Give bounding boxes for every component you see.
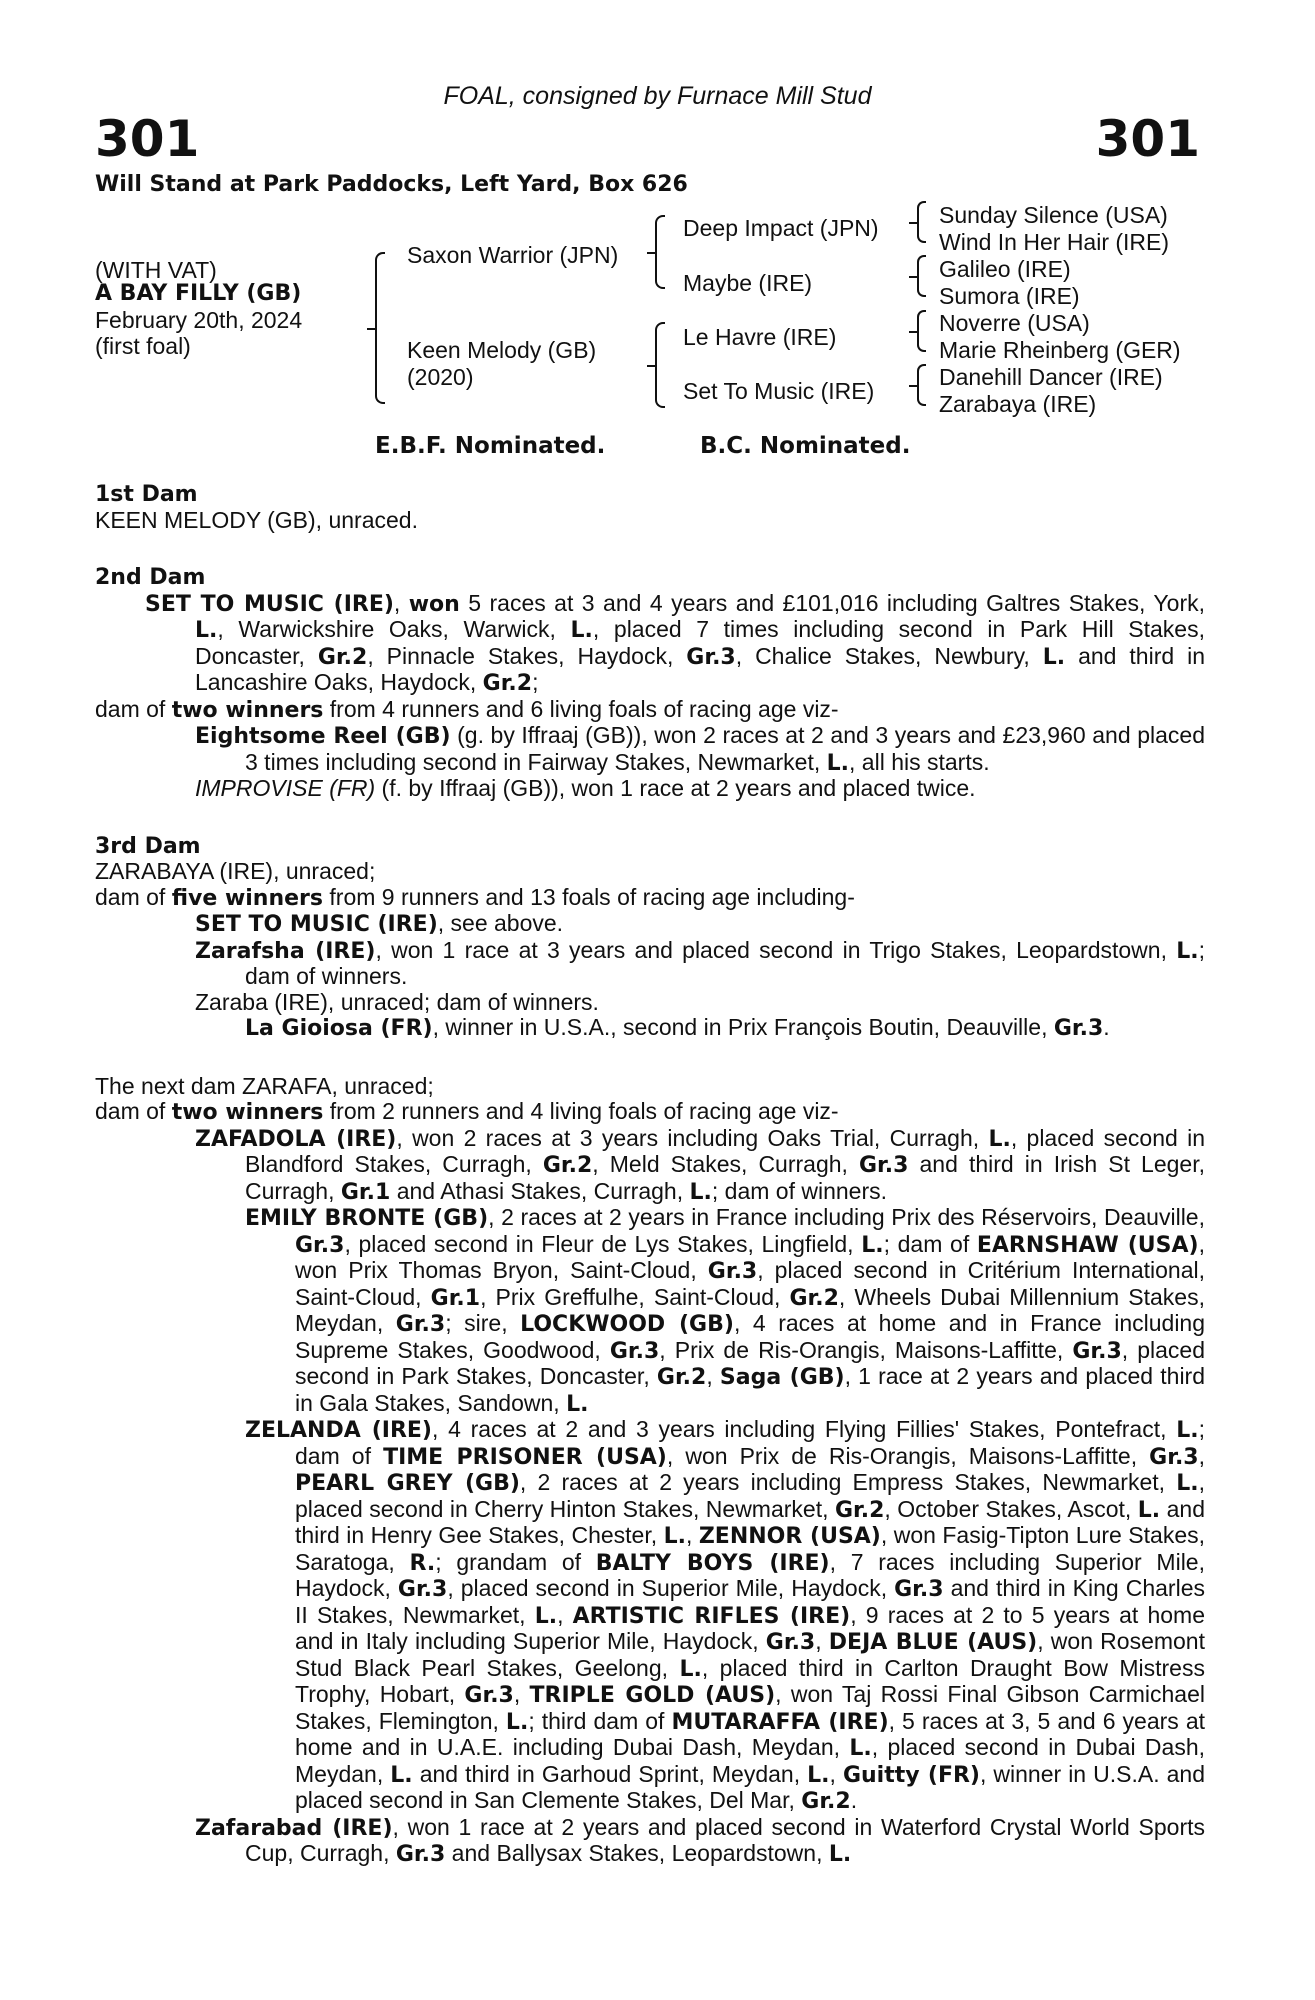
bold-text: Gr.2 <box>317 644 368 670</box>
text-run: , 2 races at 2 years in France including Prix des Réservoirs, Deauville, <box>488 1204 1205 1230</box>
date-of-birth: February 20th, 2024 <box>95 307 303 333</box>
bold-text: L. <box>390 1762 413 1788</box>
text-run: , 4 races at home and in France including Supreme Stakes, Goodwood, <box>295 1310 1206 1363</box>
bold-text: MUTARAFFA (IRE) <box>671 1709 889 1735</box>
text-run: , won 1 race at 2 years and placed second in Waterford Crystal World Sports Cup, Curragh, <box>245 1813 1205 1866</box>
text-run: ZARABAYA (IRE), unraced; <box>95 858 376 884</box>
bold-text: L. <box>849 1736 872 1761</box>
bold-text: L. <box>663 1524 686 1549</box>
text-run: , winner in U.S.A. and placed second in San Clemente Stakes, Del Mar, <box>295 1760 1206 1813</box>
text-run: ; sire, <box>445 1310 521 1336</box>
bold-text: L. <box>505 1709 529 1735</box>
dam-dam: Set To Music (IRE) <box>683 378 875 404</box>
section-heading: 1st Dam <box>95 482 198 507</box>
bold-text: Gr.3 <box>397 1577 448 1602</box>
bold-text: five winners <box>171 885 324 911</box>
text-run: and third in Garhoud Sprint, Meydan, <box>412 1760 808 1787</box>
text-run: . <box>1103 1014 1110 1040</box>
text-run: , 7 races including Superior Mile, Haydock, <box>295 1548 1205 1601</box>
text-run: dam of <box>95 695 172 722</box>
text-run: 5 races at 3 and 4 years and £101,016 including Galtres Stakes, York, <box>459 589 1205 616</box>
bold-text: Gr.3 <box>765 1630 816 1655</box>
text-run: , see above. <box>437 910 564 936</box>
text-run: , placed second in Critérium International, Saint-Cloud, <box>295 1257 1205 1310</box>
bold-text: L. <box>828 1842 852 1867</box>
section-heading: 2nd Dam <box>95 565 206 590</box>
text-run: and third in Henry Gee Stakes, Chester, <box>295 1495 1206 1548</box>
text-run: ; dam of <box>883 1230 977 1257</box>
pedigree-brace-g3 <box>917 310 926 352</box>
italic-text: IMPROVISE (FR) <box>195 775 376 801</box>
text-run: . <box>850 1787 858 1813</box>
text-run: from 9 runners and 13 foals of racing age including- <box>323 883 855 910</box>
text-run: from 4 runners and 6 living foals of racing age viz- <box>323 695 839 722</box>
bold-text: Gr.2 <box>542 1153 593 1178</box>
text-run: and third in Lancashire Oaks, Haydock, <box>195 642 1205 695</box>
bold-text: L. <box>1042 644 1066 670</box>
bold-text: ARTISTIC RIFLES (IRE) <box>572 1603 851 1629</box>
bold-text: SET TO MUSIC (IRE) <box>145 591 394 617</box>
grand-ancestor-3: Galileo (IRE) <box>939 256 1071 282</box>
bold-text: L. <box>689 1179 712 1205</box>
text-run: , won 1 race at 3 years and placed second in Trigo Stakes, Leopardstown, <box>375 936 1177 963</box>
record-paragraph <box>95 990 1205 1016</box>
bold-text: two winners <box>171 697 324 723</box>
bold-text: Gr.3 <box>686 644 736 670</box>
vat-note: (WITH VAT) <box>95 257 217 283</box>
bold-text: won <box>408 591 460 617</box>
bold-text: Gr.3 <box>707 1259 758 1284</box>
stand-location: Will Stand at Park Paddocks, Left Yard, Box 626 <box>95 172 688 197</box>
text-run: , Prix Greffulhe, Saint-Cloud, <box>480 1283 790 1310</box>
text-run: (f. by Iffraaj (GB)), won 1 race at 2 years and placed twice. <box>375 775 976 801</box>
bold-text: Gr.3 <box>609 1338 660 1364</box>
text-run: ; third dam of <box>528 1707 672 1734</box>
text-run: , 4 races at 2 and 3 years including Flying Fillies' Stakes, Pontefract, <box>431 1416 1177 1442</box>
produce-record <box>95 482 1205 1868</box>
dam-year: (2020) <box>407 364 474 390</box>
bold-text: two winners <box>171 1100 324 1125</box>
text-run: and Athasi Stakes, Curragh, <box>390 1177 690 1204</box>
text-run: and third in Irish St Leger, Curragh, <box>245 1151 1205 1204</box>
bold-text: Gr.3 <box>1149 1444 1199 1470</box>
record-paragraph <box>95 776 1205 802</box>
pedigree-brace-g4 <box>917 364 926 406</box>
bold-text: Gr.3 <box>395 1312 446 1337</box>
text-run: , 2 races at 2 years including Empress Stakes, Newmarket, <box>519 1469 1177 1495</box>
record-paragraph <box>95 1099 1205 1126</box>
pedigree-brace-g2 <box>917 255 926 297</box>
bold-text: Gr.3 <box>894 1577 944 1602</box>
bold-text: ZELANDA (IRE) <box>245 1418 432 1443</box>
text-run: , winner in U.S.A., second in Prix François Boutin, Deauville, <box>432 1014 1054 1040</box>
dam-section <box>95 834 1205 1042</box>
text-run: ; dam of winners. <box>245 936 1205 989</box>
bold-text: L. <box>195 618 218 643</box>
record-paragraph <box>95 591 1205 697</box>
pedigree-brace-dam <box>655 322 665 408</box>
grand-ancestor-2: Wind In Her Hair (IRE) <box>939 229 1170 255</box>
pedigree-brace-g1 <box>917 201 926 243</box>
text-run: , <box>829 1760 843 1787</box>
sire-dam: Maybe (IRE) <box>683 270 813 296</box>
text-run: , Meld Stakes, Curragh, <box>592 1151 859 1177</box>
lot-number-left: 301 <box>95 110 200 168</box>
dam-section <box>95 565 1205 802</box>
text-run: , won Prix de Ris-Orangis, Maisons-Laffitte, <box>666 1442 1150 1469</box>
bold-text: Gr.2 <box>834 1497 885 1523</box>
record-paragraph <box>95 1126 1205 1206</box>
bold-text: ZENNOR (USA) <box>698 1524 881 1549</box>
bold-text: La Gioiosa (FR) <box>245 1016 433 1041</box>
bold-text: Gr.3 <box>295 1232 345 1258</box>
record-paragraph <box>95 697 1205 724</box>
bold-text: Gr.3 <box>464 1683 514 1708</box>
bold-text: BALTY BOYS (IRE) <box>595 1550 830 1576</box>
bold-text: R. <box>409 1550 436 1576</box>
bold-text: LOCKWOOD (GB) <box>520 1312 734 1337</box>
text-run: , placed 7 times including second in Park Hill Stakes, Doncaster, <box>195 616 1205 669</box>
text-run: , won Taj Rossi Final Gibson Carmichael Stakes, Flemington, <box>295 1681 1206 1734</box>
text-run: , Wheels Dubai Millennium Stakes, Meydan, <box>295 1283 1205 1336</box>
bold-text: DEJA BLUE (AUS) <box>828 1630 1038 1655</box>
bold-text: L. <box>534 1603 558 1629</box>
text-run: , Warwickshire Oaks, Warwick, <box>217 616 571 642</box>
ebf-nomination: E.B.F. Nominated. <box>375 433 606 459</box>
dam-name: Keen Melody (GB) <box>407 337 597 363</box>
bold-text: L. <box>1137 1497 1161 1523</box>
bold-text: EMILY BRONTE (GB) <box>245 1206 489 1231</box>
lot-title: A BAY FILLY (GB) <box>95 281 302 306</box>
text-run: ; dam of <box>295 1416 1205 1469</box>
text-run: , placed second in Dubai Dash, Meydan, <box>295 1734 1205 1787</box>
text-run: , <box>706 1363 720 1389</box>
bold-text: Saga (GB) <box>719 1365 845 1390</box>
bold-text: Gr.3 <box>1072 1338 1122 1364</box>
text-run: , <box>1198 1442 1205 1469</box>
dam-section <box>95 482 1205 533</box>
bold-text: TRIPLE GOLD (AUS) <box>529 1683 776 1708</box>
record-paragraph <box>95 938 1205 990</box>
record-paragraph <box>95 859 1205 885</box>
text-run: , won 2 races at 3 years including Oaks Trial, Curragh, <box>396 1124 989 1151</box>
text-run: , placed second in Cherry Hinton Stakes, Newmarket, <box>295 1469 1205 1522</box>
text-run: , placed second in Superior Mile, Haydock, <box>447 1575 895 1601</box>
bold-text: Gr.2 <box>482 671 533 696</box>
grand-ancestor-7: Danehill Dancer (IRE) <box>939 364 1163 390</box>
text-run: KEEN MELODY (GB), unraced. <box>95 506 418 533</box>
grand-ancestor-8: Zarabaya (IRE) <box>939 391 1097 417</box>
bold-text: L. <box>570 618 593 643</box>
text-run: , <box>557 1601 573 1628</box>
lot-number-right: 301 <box>1095 110 1200 168</box>
text-run: , won Rosemont Stud Black Pearl Stakes, Geelong, <box>295 1628 1205 1681</box>
bold-text: PEARL GREY (GB) <box>295 1471 520 1496</box>
text-run: , 5 races at 3, 5 and 6 years at home and in U.A.E. including Dubai Dash, Meydan, <box>295 1707 1206 1760</box>
record-paragraph <box>95 723 1205 776</box>
text-run: and Ballysax Stakes, Leopardstown, <box>445 1840 829 1866</box>
bold-text: Gr.1 <box>340 1179 391 1205</box>
grand-ancestor-1: Sunday Silence (USA) <box>939 202 1168 228</box>
text-run: and third in King Charles II Stakes, Newmarket, <box>295 1575 1205 1628</box>
text-run: , <box>393 589 409 616</box>
text-run: , placed second in Blandford Stakes, Curragh, <box>245 1124 1205 1177</box>
text-run: , Prix de Ris-Orangis, Maisons-Laffitte, <box>659 1336 1073 1363</box>
dam-sire: Le Havre (IRE) <box>683 324 837 350</box>
text-run: The next dam ZARAFA, unraced; <box>95 1072 434 1099</box>
text-run: , <box>685 1522 699 1548</box>
record-paragraph <box>95 1074 1205 1100</box>
text-run: , Chalice Stakes, Newbury, <box>735 642 1043 669</box>
bold-text: L. <box>1176 938 1199 964</box>
bold-text: Gr.3 <box>859 1153 909 1178</box>
bc-nomination: B.C. Nominated. <box>700 433 911 459</box>
text-run: , 1 race at 2 years and placed third in Gala Stakes, Sandown, <box>295 1363 1206 1416</box>
sire-sire: Deep Impact (JPN) <box>683 215 879 241</box>
bold-text: L. <box>807 1762 830 1788</box>
pedigree-brace-sire <box>655 215 665 289</box>
bold-text: L. <box>1176 1471 1199 1496</box>
bold-text: L. <box>861 1232 884 1258</box>
text-run: , <box>815 1628 829 1654</box>
record-paragraph <box>95 1015 1205 1042</box>
section-heading: 3rd Dam <box>95 833 201 859</box>
bold-text: TIME PRISONER (USA) <box>383 1444 667 1470</box>
text-run: , won Fasig-Tipton Lure Stakes, Saratoga, <box>295 1522 1206 1575</box>
bold-text: Gr.3 <box>395 1842 446 1867</box>
text-run: , Pinnacle Stakes, Haydock, <box>367 642 687 669</box>
text-run: ; <box>532 669 539 695</box>
bold-text: Gr.2 <box>656 1365 707 1390</box>
text-run: Zaraba (IRE), unraced; dam of winners. <box>195 988 599 1015</box>
grand-ancestor-4: Sumora (IRE) <box>939 283 1080 309</box>
text-run: , won Prix Thomas Bryon, Saint-Cloud, <box>295 1230 1205 1283</box>
text-run: ; dam of winners. <box>711 1177 888 1204</box>
record-paragraph <box>95 508 1205 534</box>
consignment-line: FOAL, consigned by Furnace Mill Stud <box>443 82 872 110</box>
grand-ancestor-6: Marie Rheinberg (GER) <box>939 337 1181 363</box>
bold-text: Guitty (FR) <box>842 1762 980 1788</box>
bold-text: Gr.2 <box>801 1789 851 1814</box>
text-run: , placed second in Park Stakes, Doncaster, <box>295 1336 1205 1389</box>
text-run: , all his starts. <box>849 748 990 775</box>
bold-text: L. <box>988 1126 1011 1152</box>
grand-ancestor-5: Noverre (USA) <box>939 310 1090 336</box>
text-run: , placed second in Fleur de Lys Stakes, Lingfield, <box>344 1230 862 1257</box>
dam-section <box>95 1074 1205 1868</box>
text-run: , placed third in Carlton Draught Bow Mistress Trophy, Hobart, <box>295 1654 1205 1707</box>
text-run: ; grandam of <box>435 1548 596 1575</box>
bold-text: L. <box>679 1656 702 1682</box>
text-run: , October Stakes, Ascot, <box>884 1495 1138 1522</box>
bold-text: Gr.2 <box>789 1285 839 1311</box>
bold-text: Zarafsha (IRE) <box>195 938 376 964</box>
text-run: , <box>513 1681 530 1707</box>
sire-name: Saxon Warrior (JPN) <box>407 242 619 268</box>
foal-note: (first foal) <box>95 333 191 359</box>
record-paragraph <box>95 1815 1205 1868</box>
bold-text: SET TO MUSIC (IRE) <box>195 912 438 937</box>
text-run: , 9 races at 2 to 5 years at home and in Italy including Superior Mile, Haydock, <box>295 1601 1206 1654</box>
bold-text: EARNSHAW (USA) <box>976 1232 1199 1258</box>
bold-text: L. <box>1176 1418 1199 1443</box>
text-run: from 2 runners and 4 living foals of racing age viz- <box>323 1098 839 1124</box>
bold-text: Eightsome Reel (GB) <box>195 724 451 749</box>
bold-text: L. <box>566 1391 589 1417</box>
text-run: (g. by Iffraaj (GB)), won 2 races at 2 and 3 years and £23,960 and placed 3 times including second in Fairway Stakes, Newmarket, <box>245 722 1205 775</box>
bold-text: Gr.1 <box>430 1285 481 1311</box>
bold-text: L. <box>826 750 850 776</box>
record-paragraph <box>95 911 1205 938</box>
text-run: dam of <box>95 883 172 910</box>
bold-text: ZAFADOLA (IRE) <box>195 1126 397 1152</box>
record-paragraph <box>95 1417 1205 1815</box>
record-paragraph <box>95 1205 1205 1417</box>
record-paragraph <box>95 885 1205 912</box>
bold-text: Zafarabad (IRE) <box>195 1815 393 1841</box>
pedigree-brace-main <box>375 252 385 404</box>
text-run: dam of <box>95 1098 172 1124</box>
bold-text: Gr.3 <box>1053 1016 1104 1041</box>
